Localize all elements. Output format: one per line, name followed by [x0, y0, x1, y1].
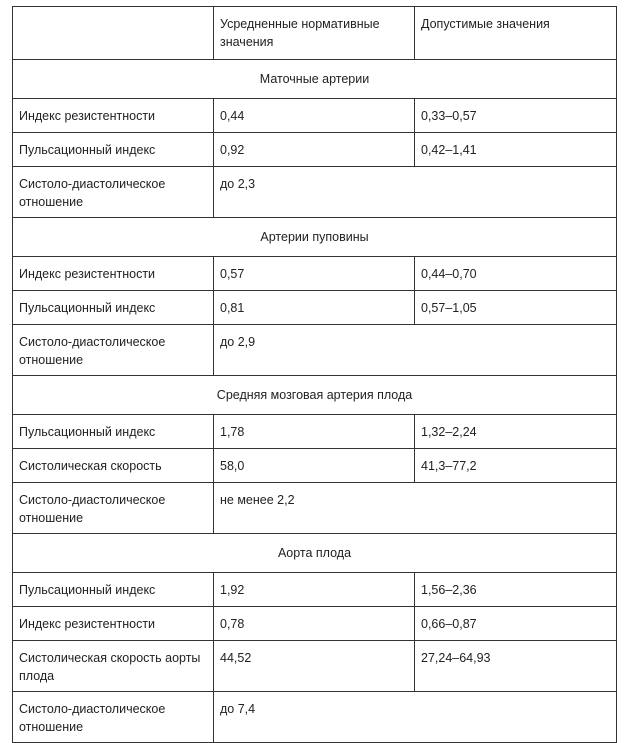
- section-row: [13, 218, 617, 257]
- section-row: [13, 60, 617, 99]
- table-row: [13, 291, 617, 325]
- table-row: [13, 641, 617, 692]
- param-range: 0,57–1,05: [415, 291, 617, 325]
- section-title-middle-cerebral-artery: Средняя мозговая артерия плода: [13, 376, 617, 415]
- param-range: 0,44–0,70: [415, 257, 617, 291]
- table-row: [13, 483, 617, 534]
- param-name: Индекс резистентности: [13, 257, 214, 291]
- section-title-umbilical-arteries: Артерии пуповины: [13, 218, 617, 257]
- param-average: 0,92: [214, 133, 415, 167]
- param-average: до 2,9: [214, 325, 617, 376]
- header-col-range: Допустимые значения: [415, 7, 617, 60]
- param-name: Индекс резистентности: [13, 607, 214, 641]
- table-row: [13, 692, 617, 743]
- param-name: Систоло-диастолическое отношение: [13, 692, 214, 743]
- param-range: 1,56–2,36: [415, 573, 617, 607]
- param-range: 27,24–64,93: [415, 641, 617, 692]
- param-average: 58,0: [214, 449, 415, 483]
- header-col-average: Усредненные нормативные значения: [214, 7, 415, 60]
- param-average: до 2,3: [214, 167, 617, 218]
- param-name: Пульсационный индекс: [13, 291, 214, 325]
- param-range: 41,3–77,2: [415, 449, 617, 483]
- table-row: [13, 573, 617, 607]
- table-header-row: [13, 7, 617, 60]
- param-average: 0,57: [214, 257, 415, 291]
- param-name: Систоло-диастолическое отношение: [13, 167, 214, 218]
- table-row: [13, 325, 617, 376]
- doppler-norms-table: [12, 6, 617, 743]
- param-average: 1,78: [214, 415, 415, 449]
- param-name: Систолическая скорость: [13, 449, 214, 483]
- param-range: 0,42–1,41: [415, 133, 617, 167]
- table-row: [13, 99, 617, 133]
- header-col-parameter: [13, 7, 214, 60]
- param-average: 0,44: [214, 99, 415, 133]
- table-row: [13, 415, 617, 449]
- table-row: [13, 257, 617, 291]
- param-name: Пульсационный индекс: [13, 573, 214, 607]
- param-name: Систолическая скорость аорты плода: [13, 641, 214, 692]
- param-range: 1,32–2,24: [415, 415, 617, 449]
- section-title-uterine-arteries: Маточные артерии: [13, 60, 617, 99]
- param-average: 0,81: [214, 291, 415, 325]
- param-range: 0,66–0,87: [415, 607, 617, 641]
- table-row: [13, 133, 617, 167]
- table-row: [13, 449, 617, 483]
- table-row: [13, 607, 617, 641]
- section-row: [13, 534, 617, 573]
- param-name: Систоло-диастолическое отношение: [13, 325, 214, 376]
- param-name: Индекс резистентности: [13, 99, 214, 133]
- param-name: Пульсационный индекс: [13, 415, 214, 449]
- table-row: [13, 167, 617, 218]
- param-range: 0,33–0,57: [415, 99, 617, 133]
- param-average: до 7,4: [214, 692, 617, 743]
- param-average: 1,92: [214, 573, 415, 607]
- section-row: [13, 376, 617, 415]
- param-average: 44,52: [214, 641, 415, 692]
- section-title-fetal-aorta: Аорта плода: [13, 534, 617, 573]
- param-name: Пульсационный индекс: [13, 133, 214, 167]
- param-average: 0,78: [214, 607, 415, 641]
- param-average: не менее 2,2: [214, 483, 617, 534]
- param-name: Систоло-диастолическое отношение: [13, 483, 214, 534]
- doppler-norms-table-container: [12, 6, 616, 743]
